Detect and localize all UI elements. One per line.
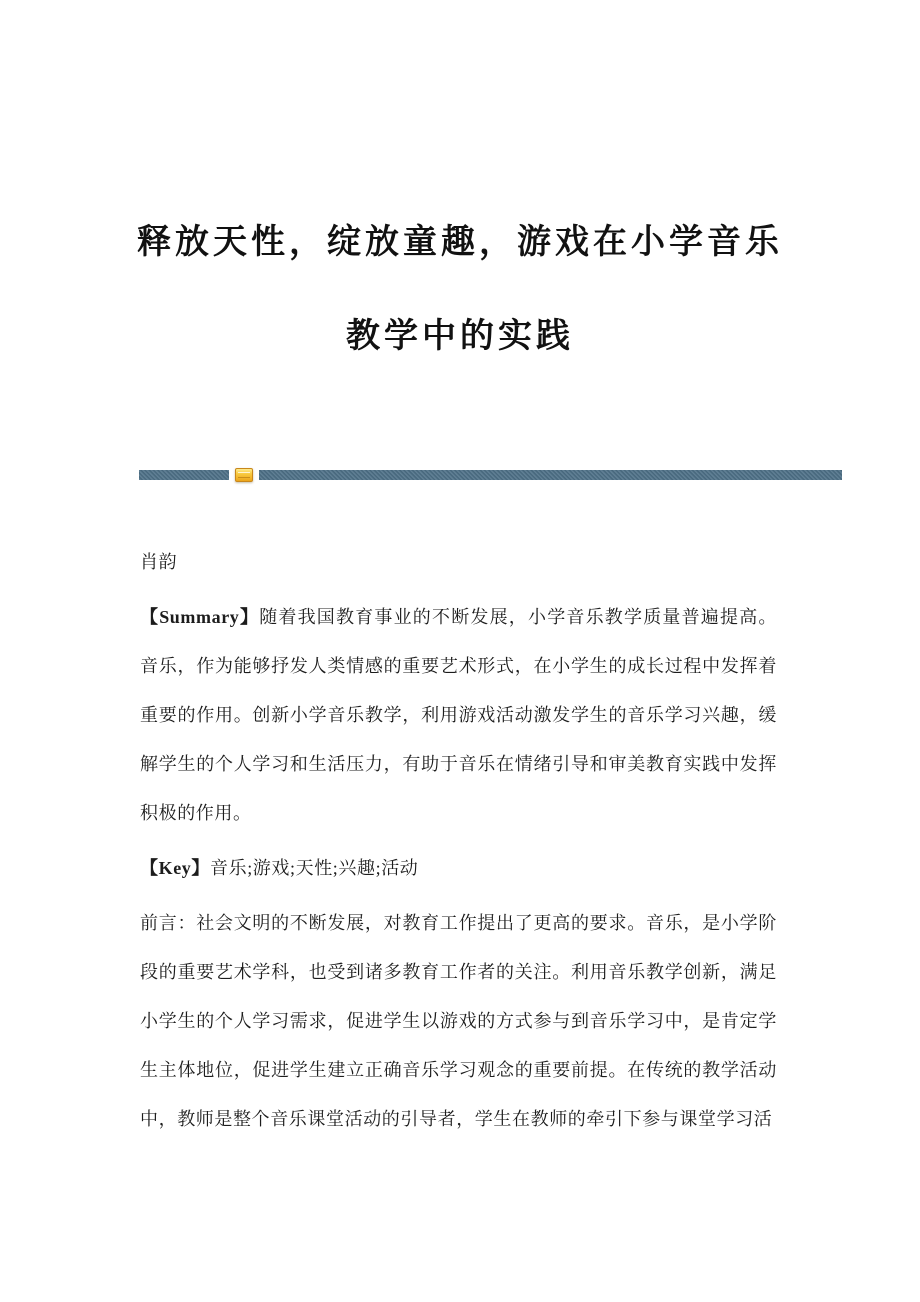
keywords-paragraph [140, 844, 777, 893]
summary-label: 【Summary】 [140, 607, 260, 627]
document-title [0, 196, 920, 384]
keywords-text: 音乐;游戏;天性;兴趣;活动 [210, 858, 419, 878]
divider-icon-gap [229, 466, 259, 484]
summary-paragraph [140, 593, 777, 838]
section-divider [139, 470, 842, 480]
document-body [140, 538, 777, 1150]
title-line-1: 释放天性，绽放童趣，游戏在小学音乐 [137, 224, 783, 261]
title-line-2: 教学中的实践 [346, 318, 574, 355]
author-name: 肖韵 [140, 552, 178, 572]
intro-paragraph: 前言：社会文明的不断发展，对教育工作提出了更高的要求。音乐，是小学阶段的重要艺术学科，也受到诸多教育工作者的关注。利用音乐教学创新，满足小学生的个人学习需求，促进学生以游戏的方式参与到音乐学习中，是肯定学生主体地位，促进学生建立正确音乐学习观念的重要前提。在传统的教学活动中，教师是整个音乐课堂活动的引导者，学生在教师的牵引下参与课堂学习活 [140, 913, 777, 1129]
envelope-icon [235, 468, 253, 482]
keywords-label: 【Key】 [140, 858, 210, 878]
summary-text: 随着我国教育事业的不断发展，小学音乐教学质量普遍提高。音乐，作为能够抒发人类情感的重要艺术形式，在小学生的成长过程中发挥着重要的作用。创新小学音乐教学，利用游戏活动激发学生的音乐学习兴趣，缓解学生的个人学习和生活压力，有助于音乐在情绪引导和审美教育实践中发挥积极的作用。 [140, 607, 777, 823]
